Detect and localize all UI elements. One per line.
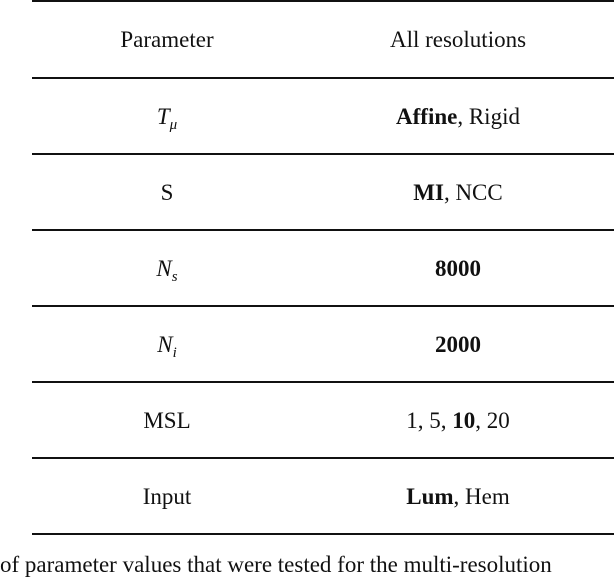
math-symbol: $T_\mu$: [156, 103, 178, 133]
value-cell: [302, 458, 614, 534]
parameter-cell: S: [160, 179, 174, 205]
table-row: [32, 382, 614, 458]
selected-value: Affine: [396, 103, 458, 129]
selected-value: MI: [413, 179, 444, 205]
value-cell: [302, 230, 614, 306]
header-parameter: Parameter: [120, 27, 214, 52]
parameter-cell: [32, 230, 302, 306]
value-text: 1, 5,: [406, 407, 453, 433]
value-text: , Hem: [453, 483, 510, 509]
value-text: , NCC: [443, 179, 503, 205]
table-header-row: [32, 1, 614, 78]
header-all-resolutions: All resolutions: [389, 27, 527, 52]
selected-value: Lum: [406, 483, 454, 509]
math-symbol: $N_i$: [157, 331, 177, 361]
table-row: [32, 78, 614, 154]
table-body: [32, 78, 614, 534]
selected-value: 10: [452, 407, 476, 433]
parameter-cell: [32, 78, 302, 154]
parameter-table: [32, 0, 614, 535]
table-row: [32, 154, 614, 230]
value-cell: [302, 78, 614, 154]
selected-value: 2000: [435, 331, 481, 357]
value-cell: [302, 306, 614, 382]
value-text: , Rigid: [457, 103, 520, 129]
parameter-cell: Input: [142, 483, 192, 509]
value-text: , 20: [475, 407, 510, 433]
table-row: [32, 458, 614, 534]
value-cell: [302, 154, 614, 230]
parameter-table-container: [32, 0, 614, 535]
math-symbol: $N_s$: [156, 255, 178, 285]
table-row: [32, 306, 614, 382]
parameter-cell: [32, 306, 302, 382]
table-row: [32, 230, 614, 306]
parameter-cell: MSL: [143, 407, 191, 433]
value-cell: [302, 382, 614, 458]
selected-value: 8000: [435, 255, 481, 281]
table-caption: of parameter values that were tested for the multi-resolution: [0, 552, 552, 577]
